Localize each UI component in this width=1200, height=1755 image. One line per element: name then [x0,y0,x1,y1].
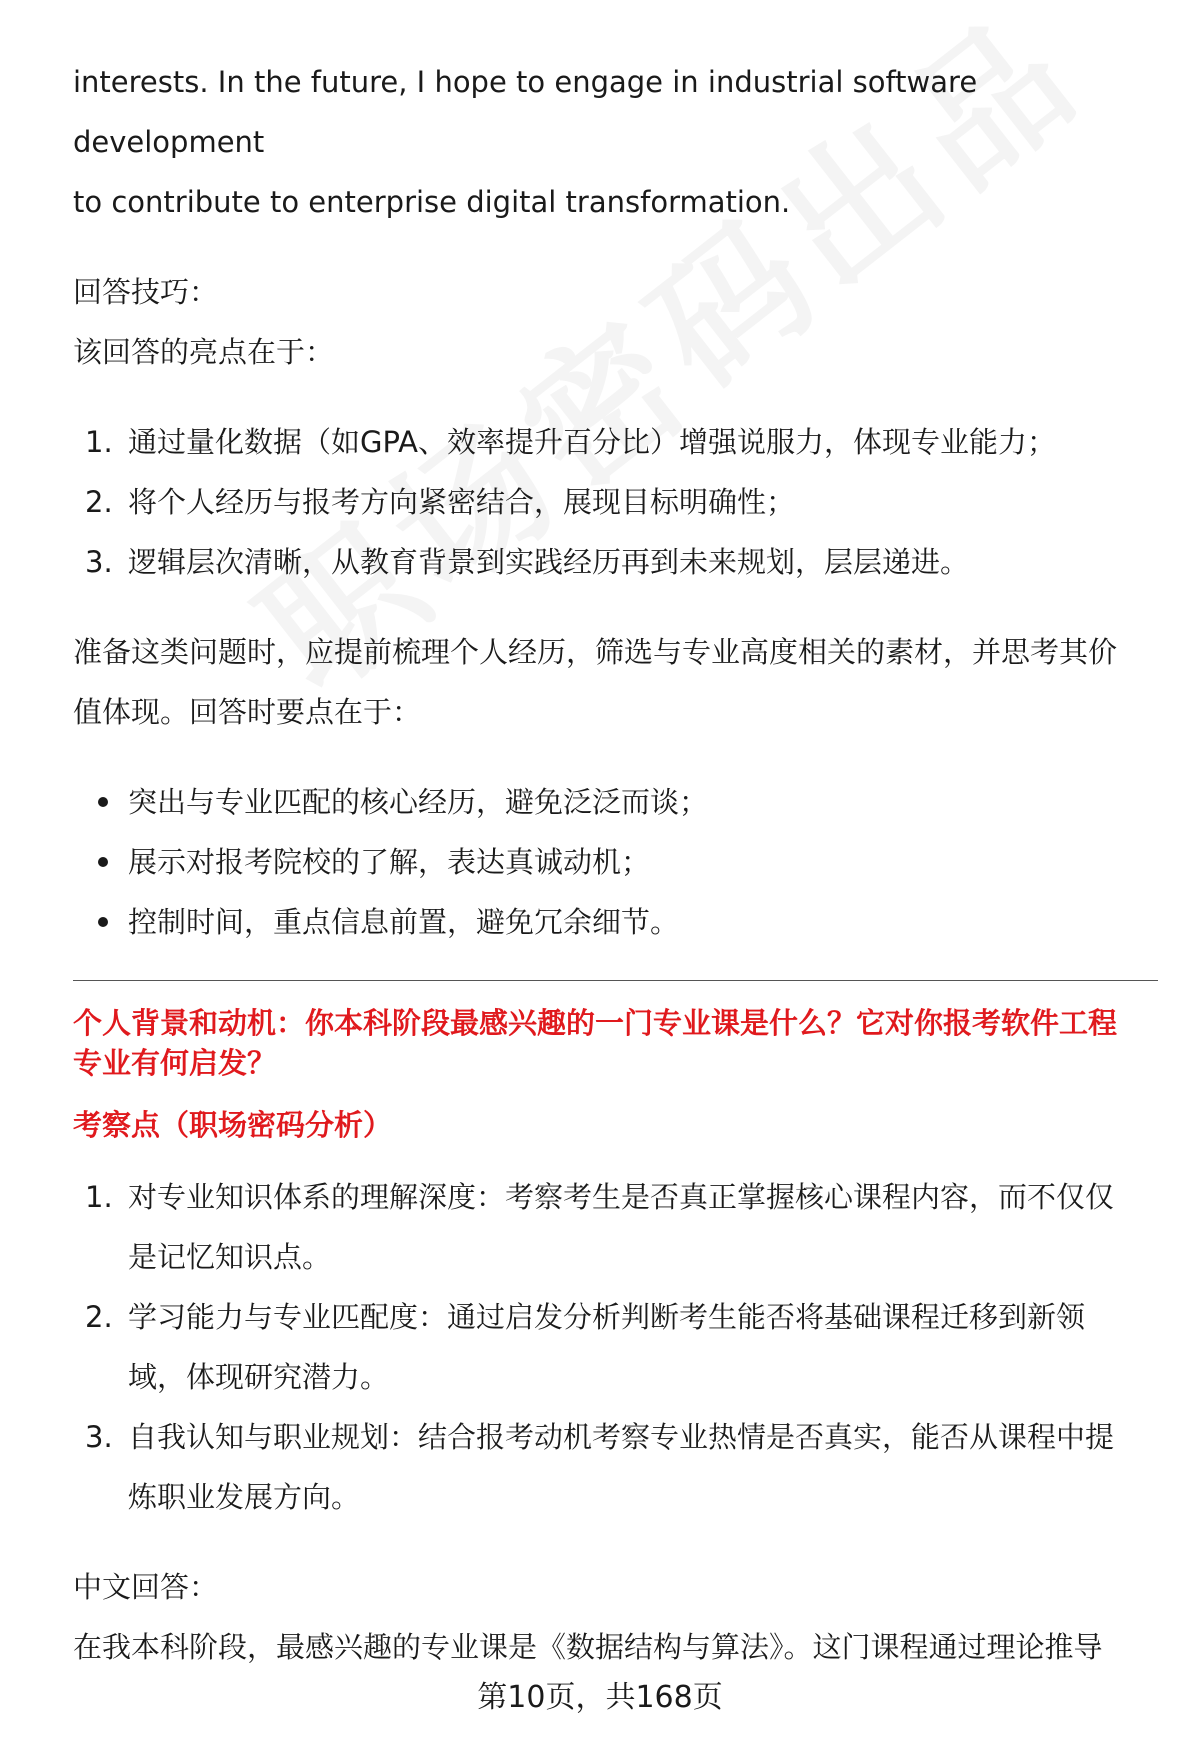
highlights-label: 该回答的亮点在于： [73,335,335,369]
prep-line: 准备这类问题时，应提前梳理个人经历，筛选与专业高度相关的素材，并思考其价 [73,635,1118,669]
page-content [73,52,1158,1677]
prep-line: 值体现。回答时要点在于： [73,695,422,729]
list-item: 展示对报考院校的了解，表达真诚动机； [73,832,1158,892]
question-heading: 个人背景和动机：你本科阶段最感兴趣的一门专业课是什么？它对你报考软件工程 [73,1006,1118,1040]
section-divider [73,980,1158,981]
list-item: 1. 对专业知识体系的理解深度：考察考生是否真正掌握核心课程内容，而不仅仅 是记忆知识点。 [85,1180,1115,1274]
cn-answer-text: 在我本科阶段，最感兴趣的专业课是《数据结构与算法》。这门课程通过理论推导 [73,1630,1103,1664]
question-heading: 专业有何启发？ [73,1046,277,1080]
page-number: 第10页，共168页 [477,1680,723,1715]
list-item: 3. 自我认知与职业规划：结合报考动机考察专业热情是否真实，能否从课程中提 炼职业发展方向。 [85,1420,1115,1514]
tips-label: 回答技巧： [73,275,219,309]
list-item: 3. 逻辑层次清晰，从教育背景到实践经历再到未来规划，层层递进。 [85,545,970,579]
highlights-list [73,412,1158,592]
list-item: 突出与专业匹配的核心经历，避免泛泛而谈； [73,772,1158,832]
list-item: 2. 学习能力与专业匹配度：通过启发分析判断考生能否将基础课程迁移到新领 域，体现研究潜力。 [85,1300,1086,1394]
list-item: 1. 通过量化数据（如GPA、效率提升百分比）增强说服力，体现专业能力； [85,425,1056,459]
exam-points-list [73,1167,1158,1527]
list-item: 2. 将个人经历与报考方向紧密结合，展现目标明确性； [85,485,796,519]
key-points-list [73,772,1158,952]
exam-points-heading: 考察点（职场密码分析） [73,1108,393,1142]
cn-answer-label: 中文回答： [73,1570,219,1604]
list-item: 控制时间，重点信息前置，避免冗余细节。 [73,892,1158,952]
intro-line: to contribute to enterprise digital transformation. [73,185,791,219]
intro-line: interests. In the future, I hope to engage in industrial software development [73,65,978,159]
